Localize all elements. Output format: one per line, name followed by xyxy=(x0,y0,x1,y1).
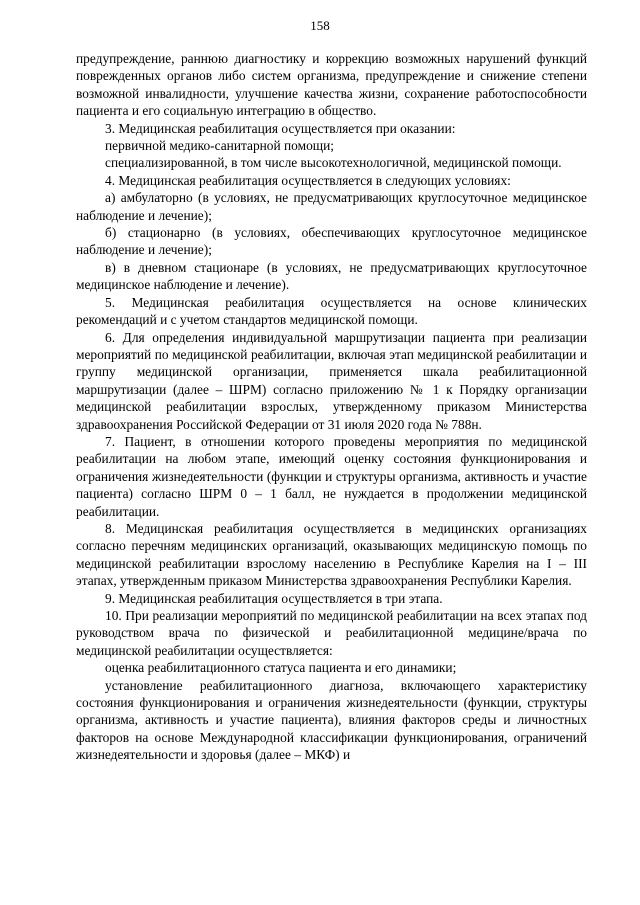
paragraph: 4. Медицинская реабилитация осуществляется в следующих условиях: xyxy=(105,172,511,188)
paragraph: 8. Медицинская реабилитация осуществляется в медицинских организациях согласно перечням медицинских организаций, оказывающих медицинскую помощь по медицинской реабилитации взрослому населению в Республике Карелия на I – III этапах, утвержденным приказом Министерства здравоохранения Республики Карелия. xyxy=(76,520,587,589)
document-body xyxy=(76,50,587,764)
paragraph: 9. Медицинская реабилитация осуществляется в три этапа. xyxy=(105,590,443,606)
paragraph: специализированной, в том числе высокотехнологичной, медицинской помощи. xyxy=(105,155,562,171)
paragraph: 3. Медицинская реабилитация осуществляется при оказании: xyxy=(105,120,456,136)
paragraph: 10. При реализации мероприятий по медицинской реабилитации на всех этапах под руководством врача по физической и реабилитационной медицине/врача по медицинской реабилитации осуществляется: xyxy=(76,608,587,658)
paragraph: 7. Пациент, в отношении которого проведены мероприятия по медицинской реабилитации на любом этапе, имеющий оценку состояния функционирования и ограничения жизнедеятельности (функции и структуры организма, активность и участие пациента) согласно ШРМ 0 – 1 балл, не нуждается в продолжении медицинской реабилитации. xyxy=(76,433,587,519)
paragraph: предупреждение, раннюю диагностику и коррекцию возможных нарушений функций поврежденных органов либо систем организма, предупреждение и снижение степени возможной инвалидности, улучшение качества жизни, сохранение работоспособности пациента и его социальную интеграцию в общество. xyxy=(76,51,587,119)
paragraph: 6. Для определения индивидуальной маршрутизации пациента при реализации мероприятий по медицинской реабилитации, включая этап медицинской реабилитации и группу медицинской организации, применяется шкала реабилитационной маршрутизации (далее – ШРМ) согласно приложению № 1 к Порядку организации медицинской реабилитации взрослых, утвержденному приказом Министерства здравоохранения Российской Федерации от 31 июля 2020 года № 788н. xyxy=(76,329,587,432)
paragraph: в) в дневном стационаре (в условиях, не предусматривающих круглосуточное медицинское наблюдение и лечение). xyxy=(76,259,587,293)
paragraph: оценка реабилитационного статуса пациента и его динамики; xyxy=(105,660,457,676)
paragraph: б) стационарно (в условиях, обеспечивающих круглосуточное медицинское наблюдение и лечение); xyxy=(76,225,587,258)
paragraph: а) амбулаторно (в условиях, не предусматривающих круглосуточное медицинское наблюдение и лечение); xyxy=(76,190,587,223)
paragraph: установление реабилитационного диагноза, включающего характеристику состояния функционирования и ограничения жизнедеятельности (функции, структуры организма, активность и участие пациента), влияния факторов среды и личностных факторов на основе Международной классификации функционирования, ограничений жизнедеятельности и здоровья (далее – МКФ) и xyxy=(76,677,587,763)
page-number: 158 xyxy=(310,18,330,33)
paragraph: 5. Медицинская реабилитация осуществляется на основе клинических рекомендаций и с учетом стандартов медицинской помощи. xyxy=(76,294,587,328)
paragraph: первичной медико-санитарной помощи; xyxy=(105,138,334,154)
